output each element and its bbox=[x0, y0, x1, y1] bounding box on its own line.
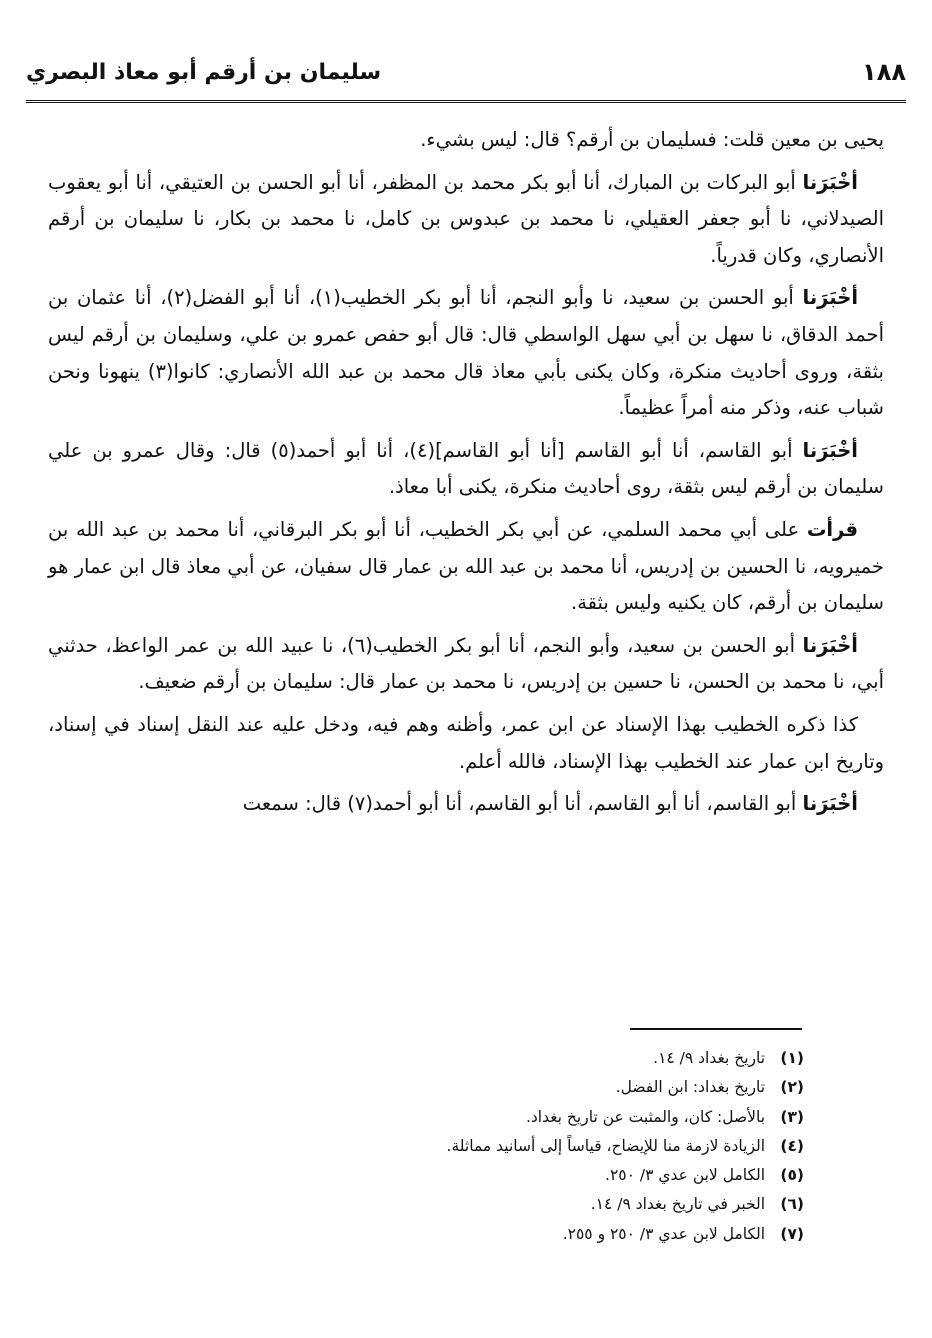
paragraph-text: أبو الحسن بن سعيد، وأبو النجم، أنا أبو بكر الخطيب(٦)، نا عبيد الله بن عمر الواعظ، حدثني أبي، نا محمد بن الحسن، نا حسين بن إدريس، نا محمد بن عمار قال: سليمان بن أرقم ضعيف. bbox=[48, 633, 884, 694]
footnote-text: الزيادة لازمة منا للإيضاح، قياساً إلى أسانيد مماثلة. bbox=[446, 1136, 766, 1155]
footnote bbox=[204, 1103, 804, 1132]
paragraph-text: أبو الحسن بن سعيد، نا وأبو النجم، أنا أبو بكر الخطيب(١)، أنا أبو الفضل(٢)، أنا عثمان بن أحمد الدقاق، نا سهل بن أبي سهل الواسطي قال: قال أبو حفص عمرو بن علي، وسليمان بن أرقم ليس بثقة، وروى أحاديث منكرة، وكان يكنى بأبي معاذ قال محمد بن عبد الله الأنصاري: كانوا(٣) ينهونا ونحن شباب عنه، وذكر منه أمراً عظيماً. bbox=[48, 286, 884, 420]
paragraph bbox=[48, 786, 884, 823]
footnote-number: (٤) bbox=[780, 1136, 804, 1155]
footnote bbox=[204, 1190, 804, 1219]
footnote-number: (١) bbox=[780, 1049, 804, 1067]
footnote bbox=[204, 1220, 804, 1249]
page-header bbox=[26, 52, 906, 103]
paragraph-lead-word: أخْبَرَنا bbox=[802, 438, 858, 462]
paragraph-lead-word: أخْبَرَنا bbox=[802, 170, 858, 194]
footnote bbox=[204, 1132, 804, 1161]
paragraph-text: يحيى بن معين قلت: فسليمان بن أرقم؟ قال: ليس بشيء. bbox=[420, 128, 884, 151]
footnote-text: تاريخ بغداد ٩/ ١٤. bbox=[653, 1049, 766, 1067]
footnote-text: تاريخ بغداد: ابن الفضل. bbox=[615, 1078, 766, 1097]
footnote bbox=[204, 1161, 804, 1190]
footnote-text: بالأصل: كان، والمثبت عن تاريخ بغداد. bbox=[525, 1107, 766, 1126]
paragraph-text: على أبي محمد السلمي، عن أبي بكر الخطيب، أنا أبو بكر البرقاني، أنا محمد بن عبد الله بن خميرويه، نا الحسين بن إدريس، أنا محمد بن عبد الله بن عمار قال سفيان، عن أبي معاذ قال ابن عمار هو سليمان بن أرقم، كان يكنيه وليس بثقة. bbox=[48, 517, 884, 615]
footnote-number: (٦) bbox=[780, 1195, 804, 1214]
footnote-text: الخبر في تاريخ بغداد ٩/ ١٤. bbox=[590, 1195, 766, 1214]
paragraph bbox=[48, 433, 884, 506]
paragraph-lead-word: أخْبَرَنا bbox=[802, 286, 859, 310]
running-title: سليمان بن أرقم أبو معاذ البصري bbox=[26, 60, 382, 85]
footnote-text: الكامل لابن عدي ٣/ ٢٥٠ و ٢٥٥. bbox=[562, 1224, 766, 1243]
footnote-number: (٢) bbox=[780, 1078, 804, 1097]
footnotes bbox=[204, 1044, 804, 1249]
paragraph-text: أبو البركات بن المبارك، أنا أبو بكر محمد بن المظفر، أنا أبو الحسن بن العتيقي، أنا أبو يعقوب الصيدلاني، نا أبو جعفر العقيلي، نا محمد بن عبدوس بن كامل، نا محمد بن بكار، نا سليمان بن أرقم الأنصاري، وكان قدرياً. bbox=[48, 170, 884, 267]
paragraph-lead-word: قرأت bbox=[806, 517, 858, 541]
paragraph bbox=[48, 707, 884, 780]
footnote-text: الكامل لابن عدي ٣/ ٢٥٠. bbox=[605, 1166, 766, 1185]
paragraph bbox=[48, 122, 884, 159]
paragraph-text: أبو القاسم، أنا أبو القاسم [أنا أبو القاسم](٤)، أنا أبو أحمد(٥) قال: وقال عمرو بن علي سليمان بن أرقم ليس بثقة، روى أحاديث منكرة، يكنى أبا معاذ. bbox=[48, 438, 884, 499]
footnote-number: (٧) bbox=[780, 1224, 804, 1243]
paragraph bbox=[48, 512, 884, 622]
paragraph-lead-word: أخْبَرَنا bbox=[802, 633, 858, 657]
footnote-divider bbox=[630, 1028, 802, 1030]
paragraph bbox=[48, 165, 884, 275]
footnote bbox=[204, 1044, 804, 1073]
paragraph bbox=[48, 280, 884, 426]
footnote bbox=[204, 1073, 804, 1102]
main-text bbox=[48, 122, 884, 829]
footnote-number: (٣) bbox=[780, 1107, 804, 1126]
paragraph bbox=[48, 628, 884, 701]
footnote-number: (٥) bbox=[780, 1166, 804, 1185]
paragraph-text: أبو القاسم، أنا أبو القاسم، أنا أبو القاسم، أنا أبو أحمد(٧) قال: سمعت bbox=[242, 792, 797, 816]
paragraph-text: كذا ذكره الخطيب بهذا الإسناد عن ابن عمر، وأظنه وهم فيه، ودخل عليه عند النقل إسناد في إسناد، وتاريخ ابن عمار عند الخطيب بهذا الإسناد، فالله أعلم. bbox=[48, 712, 884, 773]
page-number: ١٨٨ bbox=[862, 58, 906, 86]
paragraph-lead-word: أخْبَرَنا bbox=[802, 792, 858, 816]
